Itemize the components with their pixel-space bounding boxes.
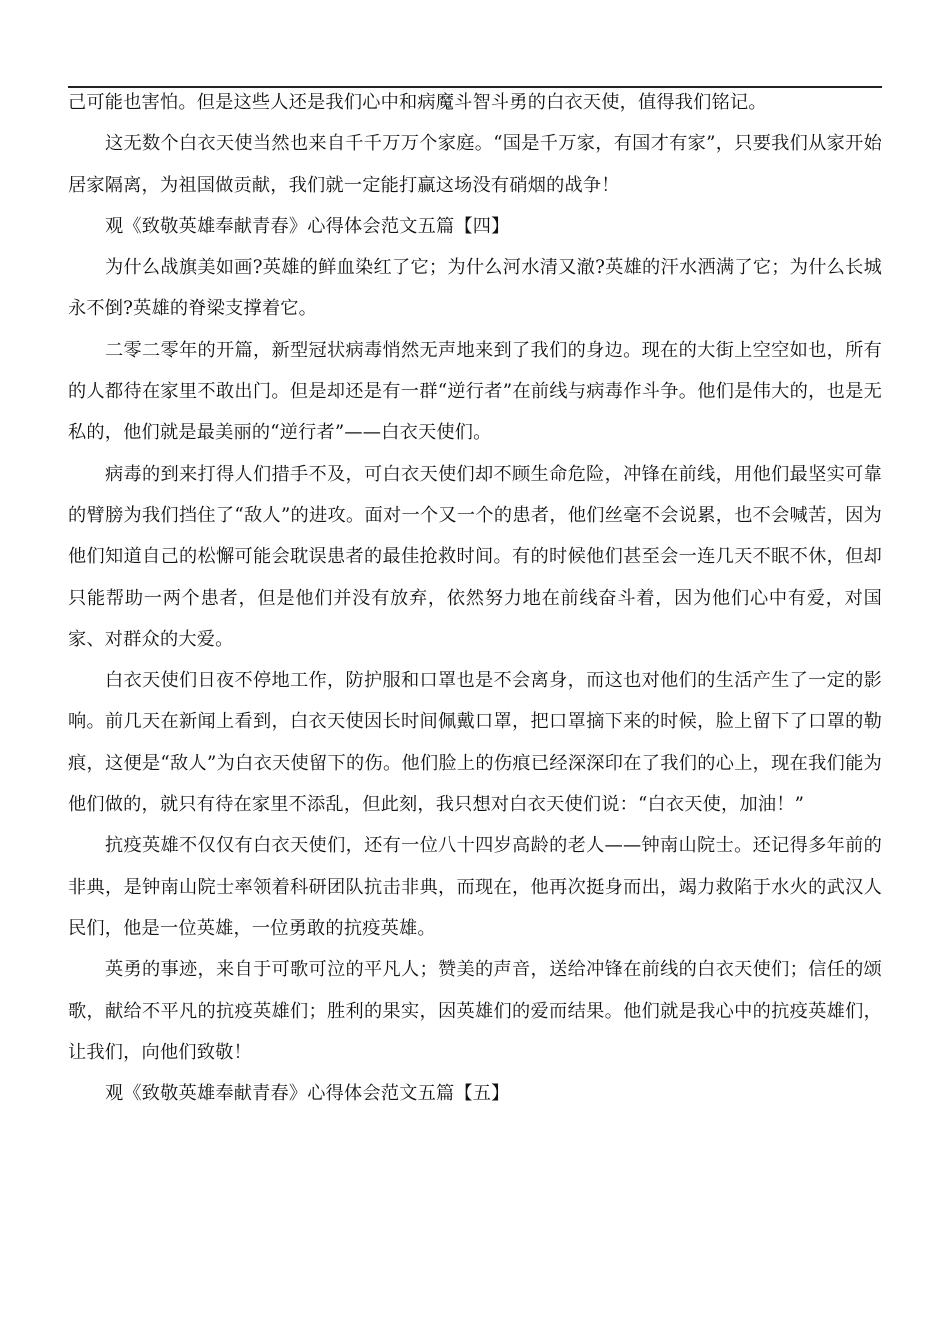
paragraph-tribute: 英勇的事迹，来自于可歌可泣的平凡人；赞美的声音，送给冲锋在前线的白衣天使们；信任的颂歌，献给不平凡的抗疫英雄们；胜利的果实，因英雄们的爱而结果。他们就是我心中的抗疫英雄们，让我们，向他们致敬！ xyxy=(68,959,882,1063)
paragraph-zhong-nanshan: 抗疫英雄不仅仅有白衣天使们，还有一位八十四岁高龄的老人——钟南山院士。还记得多年前的非典，是钟南山院士率领着科研团队抗击非典，而现在，他再次挺身而出，竭力救陷于水火的武汉人民们，他是一位英雄，一位勇敢的抗疫英雄。 xyxy=(68,835,882,939)
paragraph-2020-outbreak: 二零二零年的开篇，新型冠状病毒悄然无声地来到了我们的身边。现在的大街上空空如也，所有的人都待在家里不敢出门。但是却还是有一群“逆行者”在前线与病毒作斗争。他们是伟大的，也是无私的，他们就是最美丽的“逆行者”——白衣天使们。 xyxy=(68,339,882,444)
section-heading-five: 观《致敬英雄奉献青春》心得体会范文五篇【五】 xyxy=(105,1083,510,1105)
paragraph-home-isolation: 这无数个白衣天使当然也来自千千万万个家庭。“国是千万家，有国才有家”，只要我们从家开始居家隔离，为祖国做贡献，我们就一定能打赢这场没有硝烟的战争！ xyxy=(68,133,882,196)
document-body xyxy=(68,82,882,1114)
section-heading-four: 观《致敬英雄奉献青春》心得体会范文五篇【四】 xyxy=(105,215,510,237)
paragraph-continuation: 己可能也害怕。但是这些人还是我们心中和病魔斗智斗勇的白衣天使，值得我们铭记。 xyxy=(68,92,767,113)
paragraph-battle-flag: 为什么战旗美如画?英雄的鲜血染红了它；为什么河水清又澈?英雄的汗水洒满了它；为什么长城永不倒?英雄的脊梁支撑着它。 xyxy=(68,257,882,320)
paragraph-frontline: 病毒的到来打得人们措手不及，可白衣天使们却不顾生命危险，冲锋在前线，用他们最坚实可靠的臂膀为我们挡住了“敌人”的进攻。面对一个又一个的患者，他们丝毫不会说累，也不会喊苦，因为他们知道自己的松懈可能会耽误患者的最佳抢救时间。有的时候他们甚至会一连几天不眠不休，但却只能帮助一两个患者，但是他们并没有放弃，依然努力地在前线奋斗着，因为他们心中有爱，对国家、对群众的大爱。 xyxy=(68,463,882,650)
paragraph-mask-marks: 白衣天使们日夜不停地工作，防护服和口罩也是不会离身，而这也对他们的生活产生了一定的影响。前几天在新闻上看到，白衣天使因长时间佩戴口罩，把口罩摘下来的时候，脸上留下了口罩的勒痕，这便是“敌人”为白衣天使留下的伤。他们脸上的伤痕已经深深印在了我们的心上，现在我们能为他们做的，就只有待在家里不添乱，但此刻，我只想对白衣天使们说：“白衣天使，加油！” xyxy=(68,670,882,816)
